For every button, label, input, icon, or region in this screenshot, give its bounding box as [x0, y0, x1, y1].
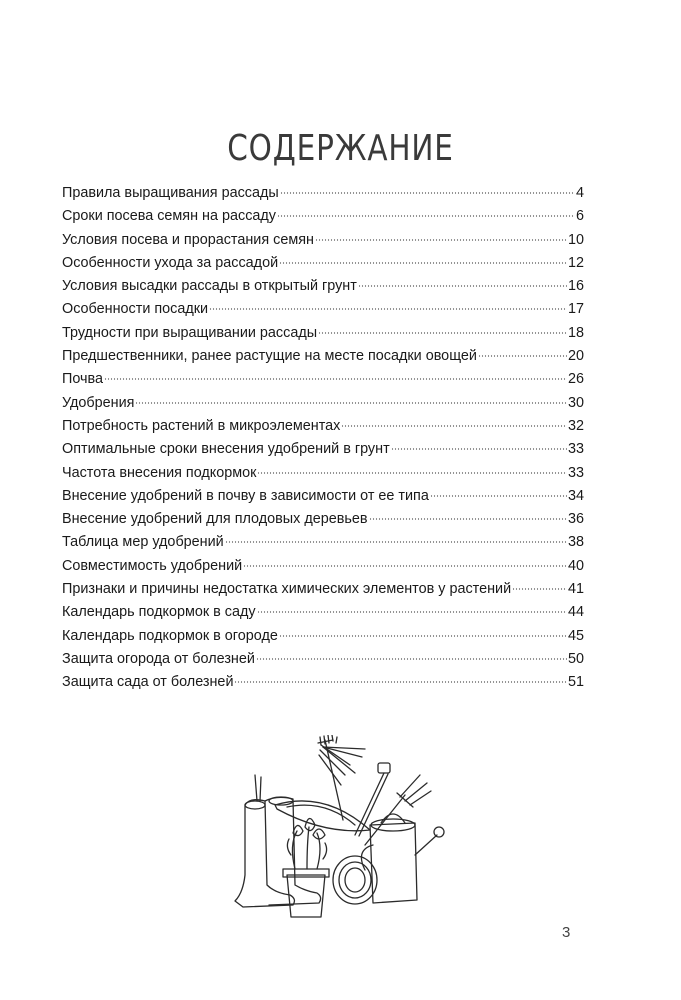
toc-entry[interactable]	[62, 392, 584, 415]
trowel-icon	[275, 801, 370, 831]
toc-entry-title: Особенности ухода за рассадой	[62, 254, 279, 271]
toc-entry[interactable]	[62, 508, 584, 531]
dot-leader	[315, 239, 567, 241]
toc-entry[interactable]	[62, 531, 584, 554]
toc-entry[interactable]	[62, 322, 584, 345]
toc-entry-page: 4	[575, 185, 584, 201]
toc-entry-title: Календарь подкормок в саду	[62, 604, 256, 621]
table-of-contents	[62, 182, 584, 695]
toc-entry[interactable]	[62, 275, 584, 298]
toc-entry[interactable]	[62, 182, 584, 205]
toc-entry[interactable]	[62, 625, 584, 648]
toc-entry-page: 18	[567, 324, 584, 341]
dot-leader	[478, 355, 567, 357]
toc-entry-page: 26	[567, 371, 584, 388]
dot-leader	[318, 332, 567, 334]
toc-entry[interactable]	[62, 648, 584, 671]
toc-entry-page: 30	[567, 394, 584, 411]
toc-entry-page: 33	[567, 464, 584, 481]
toc-entry-page: 51	[567, 674, 584, 691]
pitchfork-icon	[365, 775, 431, 845]
dot-leader	[257, 611, 567, 613]
toc-entry-title: Правила выращивания рассады	[62, 185, 279, 201]
page-title: СОДЕРЖАНИЕ	[227, 128, 454, 170]
toc-entry-title: Признаки и причины недостатка химических элементов у растений	[62, 581, 512, 598]
toc-entry-title: Частота внесения подкормок	[62, 464, 257, 481]
toc-entry-page: 36	[567, 511, 584, 528]
flower-pot-icon	[283, 818, 329, 917]
dot-leader	[243, 565, 567, 567]
toc-entry[interactable]	[62, 671, 584, 694]
dot-leader	[341, 425, 567, 427]
toc-entry[interactable]	[62, 368, 584, 391]
toc-entry-title: Условия посева и прорастания семян	[62, 231, 314, 248]
toc-entry[interactable]	[62, 252, 584, 275]
toc-entry-title: Календарь подкормок в огороде	[62, 627, 278, 644]
toc-entry-page: 50	[567, 650, 584, 667]
toc-entry-page: 17	[567, 301, 584, 318]
toc-entry[interactable]	[62, 555, 584, 578]
dot-leader	[225, 541, 567, 543]
toc-entry-title: Оптимальные сроки внесения удобрений в грунт	[62, 441, 390, 458]
toc-entry-title: Защита сада от болезней	[62, 674, 234, 691]
toc-entry-page: 44	[567, 604, 584, 621]
toc-entry-page: 10	[567, 231, 584, 248]
toc-entry-page: 33	[567, 441, 584, 458]
toc-entry[interactable]	[62, 578, 584, 601]
toc-entry[interactable]	[62, 462, 584, 485]
toc-entry-title: Потребность растений в микроэлементах	[62, 417, 341, 434]
dot-leader	[135, 402, 567, 404]
dot-leader	[279, 262, 567, 264]
dot-leader	[512, 588, 567, 590]
toc-entry-title: Совместимость удобрений	[62, 557, 243, 574]
toc-entry-title: Почва	[62, 371, 104, 388]
toc-entry-title: Защита огорода от болезней	[62, 650, 255, 667]
toc-entry[interactable]	[62, 601, 584, 624]
dot-leader	[358, 285, 567, 287]
page-number: 3	[562, 924, 571, 941]
dot-leader	[257, 472, 567, 474]
toc-entry-page: 20	[567, 348, 584, 365]
toc-entry-page: 16	[567, 278, 584, 295]
toc-entry-title: Таблица мер удобрений	[62, 534, 224, 551]
toc-entry-title: Трудности при выращивании рассады	[62, 324, 318, 341]
toc-entry[interactable]	[62, 415, 584, 438]
toc-entry-page: 32	[567, 417, 584, 434]
dot-leader	[369, 518, 567, 520]
toc-entry-title: Особенности посадки	[62, 301, 209, 318]
dot-leader	[430, 495, 567, 497]
dot-leader	[280, 192, 575, 194]
dot-leader	[277, 215, 575, 217]
toc-entry-title: Условия высадки рассады в открытый грунт	[62, 278, 357, 295]
dot-leader	[256, 658, 567, 660]
toc-entry[interactable]	[62, 205, 584, 228]
dot-leader	[279, 635, 567, 637]
dot-leader	[104, 378, 567, 380]
toc-entry-page: 12	[567, 254, 584, 271]
hose-icon	[333, 856, 377, 904]
dot-leader	[391, 448, 567, 450]
toc-entry-page: 45	[567, 627, 584, 644]
toc-entry-title: Внесение удобрений в почву в зависимости от ее типа	[62, 487, 429, 504]
toc-entry-page: 40	[567, 557, 584, 574]
toc-entry-page: 38	[567, 534, 584, 551]
toc-entry-page: 34	[567, 487, 584, 504]
garden-tools-illustration-icon	[205, 735, 455, 925]
toc-entry[interactable]	[62, 438, 584, 461]
toc-entry-title: Внесение удобрений для плодовых деревьев	[62, 511, 368, 528]
toc-entry-title: Предшественники, ранее растущие на месте посадки овощей	[62, 348, 477, 365]
toc-entry[interactable]	[62, 229, 584, 252]
toc-entry-page: 6	[575, 208, 584, 225]
toc-entry-title: Сроки посева семян на рассаду	[62, 208, 276, 225]
dot-leader	[209, 308, 567, 310]
toc-entry[interactable]	[62, 485, 584, 508]
toc-entry[interactable]	[62, 298, 584, 321]
toc-entry-page: 41	[567, 581, 584, 598]
toc-entry[interactable]	[62, 345, 584, 368]
dot-leader	[234, 681, 567, 683]
watering-can-icon	[361, 814, 444, 903]
toc-entry-title: Удобрения	[62, 394, 135, 411]
